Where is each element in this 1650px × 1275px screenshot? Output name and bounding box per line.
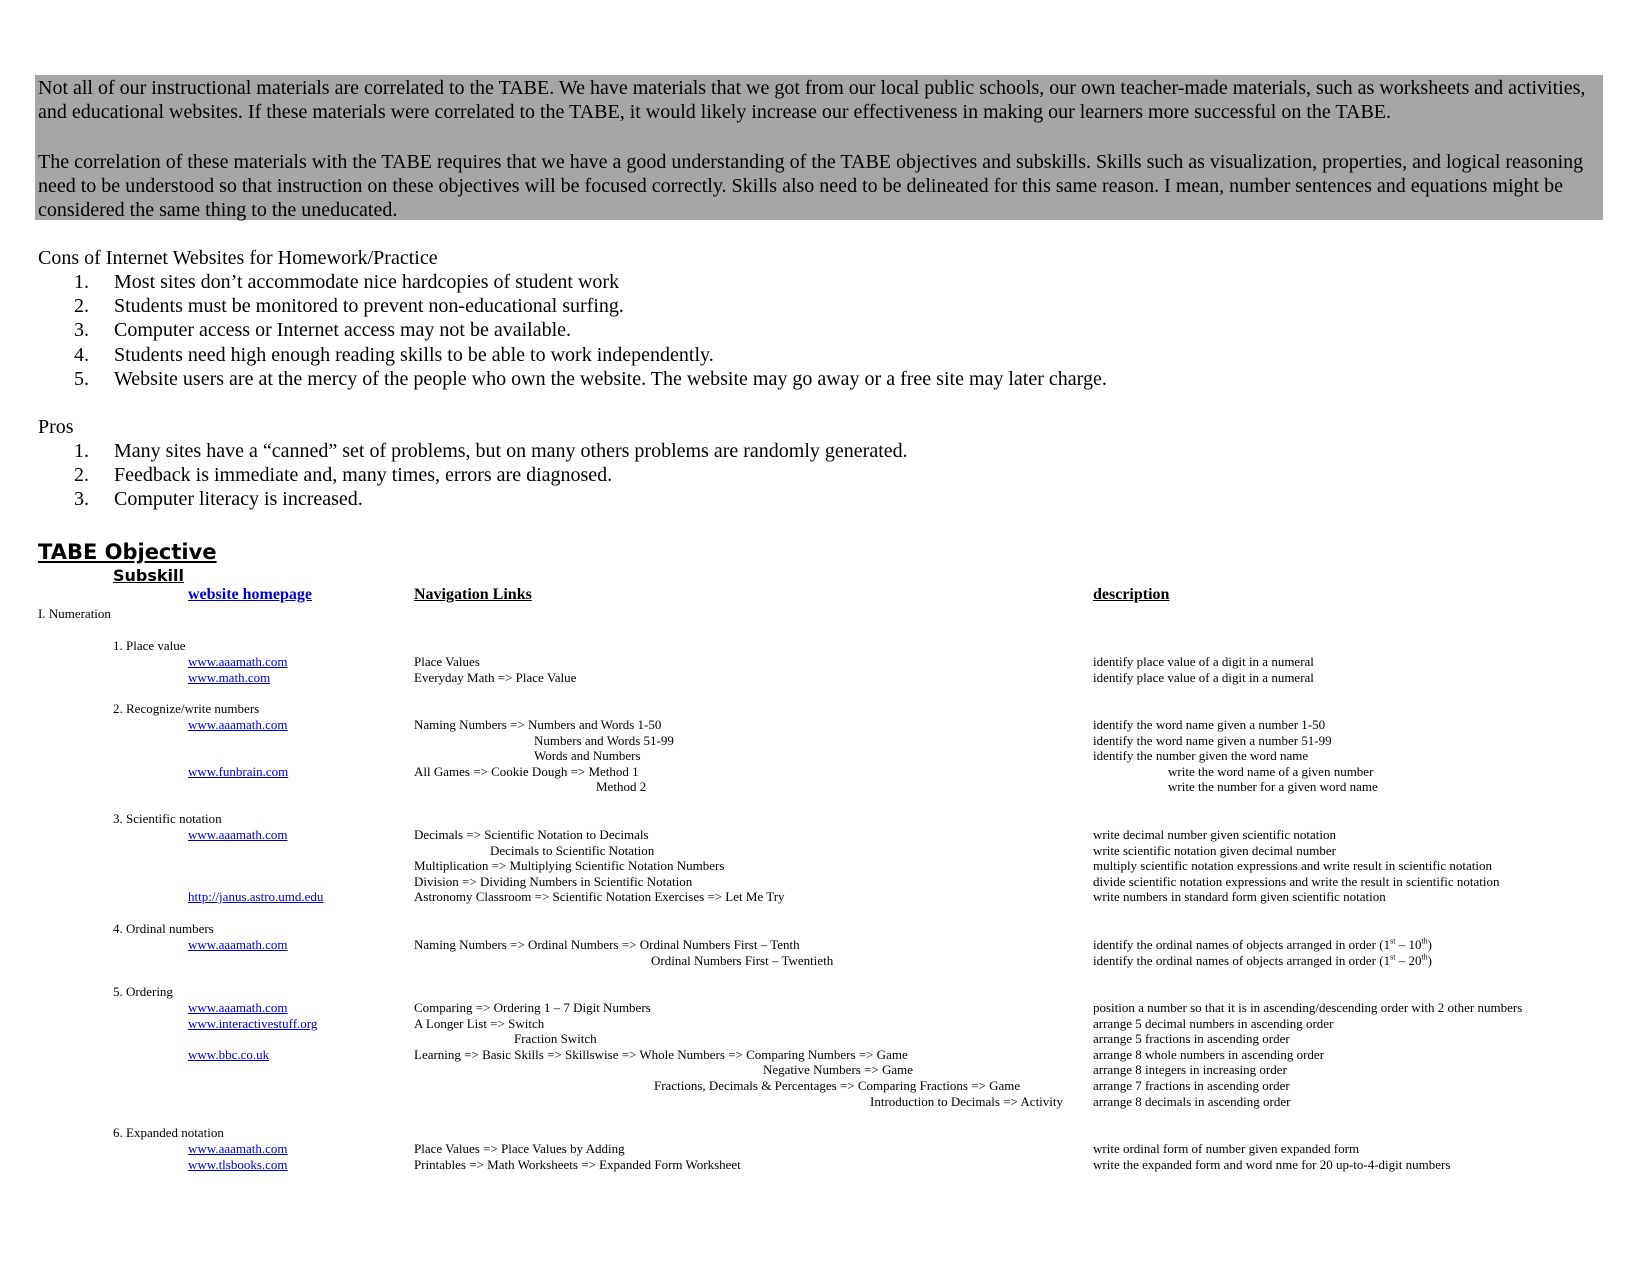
nav-link-text: Naming Numbers => Numbers and Words 1-50 bbox=[414, 717, 662, 732]
subskill-title: 6. Expanded notation bbox=[113, 1125, 224, 1140]
description-text: identify the word name given a number 51-99 bbox=[1093, 733, 1332, 748]
description-text: write ordinal form of number given expanded form bbox=[1093, 1141, 1360, 1156]
list-item: 3. Computer literacy is increased. bbox=[74, 488, 363, 511]
nav-link-text: Everyday Math => Place Value bbox=[414, 670, 577, 685]
description-text: identify place value of a digit in a numeral bbox=[1093, 670, 1314, 685]
nav-link-text: Place Values bbox=[414, 654, 480, 669]
nav-link-text: Fraction Switch bbox=[514, 1031, 597, 1046]
description-text: arrange 5 decimal numbers in ascending order bbox=[1093, 1016, 1334, 1031]
description-text: identify the ordinal names of objects arranged in order (1st – 20th) bbox=[1093, 952, 1433, 968]
list-item: 4. Students need high enough reading skills to be able to work independently. bbox=[74, 343, 714, 366]
website-link[interactable]: www.aaamath.com bbox=[188, 654, 288, 669]
subskill-header: Subskill bbox=[113, 566, 184, 585]
nav-link-text: Numbers and Words 51-99 bbox=[534, 733, 674, 748]
intro-paragraph-1: Not all of our instructional materials are correlated to the TABE. We have materials that we got from our local public schools, our own teacher-made materials, such as worksheets and activities, and educational websites. If these materials were correlated to the TABE, it would likely increase our effectiveness in making our learners more successful on the TABE. bbox=[38, 77, 1586, 123]
website-link[interactable]: www.interactivestuff.org bbox=[188, 1016, 318, 1031]
subskill-title: 3. Scientific notation bbox=[113, 811, 222, 826]
description-text: arrange 8 decimals in ascending order bbox=[1093, 1094, 1291, 1109]
nav-link-text: A Longer List => Switch bbox=[414, 1016, 545, 1031]
pros-title: Pros bbox=[38, 416, 74, 438]
subskill-title: 2. Recognize/write numbers bbox=[113, 701, 260, 716]
website-link[interactable]: http://janus.astro.umd.edu bbox=[188, 889, 324, 904]
subskill-title: 5. Ordering bbox=[113, 984, 173, 999]
list-item: 3. Computer access or Internet access may not be available. bbox=[74, 319, 572, 342]
col-nav-header: Navigation Links bbox=[414, 586, 532, 603]
description-text: arrange 8 whole numbers in ascending order bbox=[1093, 1047, 1325, 1062]
website-link[interactable]: www.aaamath.com bbox=[188, 1000, 288, 1015]
description-text: arrange 7 fractions in ascending order bbox=[1093, 1078, 1290, 1093]
col-desc-header: description bbox=[1093, 586, 1170, 603]
nav-link-text: Place Values => Place Values by Adding bbox=[414, 1141, 625, 1156]
col-website-header[interactable]: website homepage bbox=[188, 586, 312, 603]
description-text: identify the word name given a number 1-50 bbox=[1093, 717, 1326, 732]
list-item: 1. Many sites have a “canned” set of problems, but on many others problems are randomly generated. bbox=[74, 440, 908, 462]
nav-link-text: Multiplication => Multiplying Scientific Notation Numbers bbox=[414, 858, 725, 873]
nav-link-text: Negative Numbers => Game bbox=[763, 1062, 914, 1077]
nav-link-text: Introduction to Decimals => Activity bbox=[870, 1094, 1064, 1109]
cons-list bbox=[38, 270, 1107, 391]
nav-link-text: Astronomy Classroom => Scientific Notation Exercises => Let Me Try bbox=[414, 889, 785, 904]
description-text: arrange 5 fractions in ascending order bbox=[1093, 1031, 1290, 1046]
subskill-title: 4. Ordinal numbers bbox=[113, 921, 214, 936]
website-link[interactable]: www.aaamath.com bbox=[188, 1141, 288, 1156]
nav-link-text: Decimals to Scientific Notation bbox=[490, 843, 655, 858]
nav-link-text: Method 2 bbox=[596, 779, 647, 794]
nav-link-text: Learning => Basic Skills => Skillswise => Whole Numbers => Comparing Numbers => Game bbox=[414, 1047, 908, 1062]
website-link[interactable]: www.tlsbooks.com bbox=[188, 1157, 288, 1172]
nav-link-text: Ordinal Numbers First – Twentieth bbox=[651, 953, 834, 968]
nav-link-text: Fractions, Decimals & Percentages => Comparing Fractions => Game bbox=[654, 1078, 1021, 1093]
section-numeration: I. Numeration bbox=[38, 606, 111, 621]
description-text: write the word name of a given number bbox=[1168, 764, 1374, 779]
nav-link-text: Printables => Math Worksheets => Expanded Form Worksheet bbox=[414, 1157, 741, 1172]
list-item: 2. Feedback is immediate and, many times, errors are diagnosed. bbox=[74, 464, 613, 487]
website-link[interactable]: www.math.com bbox=[188, 670, 271, 685]
description-text: arrange 8 integers in increasing order bbox=[1093, 1062, 1287, 1077]
nav-link-text: Division => Dividing Numbers in Scientific Notation bbox=[414, 874, 693, 889]
description-text: identify the number given the word name bbox=[1093, 748, 1309, 763]
website-link[interactable]: www.aaamath.com bbox=[188, 937, 288, 952]
nav-link-text: Decimals => Scientific Notation to Decimals bbox=[414, 827, 649, 842]
subskill-title: 1. Place value bbox=[113, 638, 186, 653]
website-link[interactable]: www.bbc.co.uk bbox=[188, 1047, 270, 1062]
description-text: divide scientific notation expressions and write the result in scientific notation bbox=[1093, 874, 1500, 889]
description-text: identify place value of a digit in a numeral bbox=[1093, 654, 1314, 669]
list-item: 1. Most sites don’t accommodate nice hardcopies of student work bbox=[74, 271, 620, 293]
description-text: multiply scientific notation expressions and write result in scientific notation bbox=[1093, 858, 1492, 873]
tabe-objective-header: TABE Objective bbox=[38, 540, 217, 564]
nav-link-text: All Games => Cookie Dough => Method 1 bbox=[414, 764, 639, 779]
description-text: identify the ordinal names of objects arranged in order (1st – 10th) bbox=[1093, 936, 1433, 952]
nav-link-text: Words and Numbers bbox=[534, 748, 641, 763]
website-link[interactable]: www.aaamath.com bbox=[188, 717, 288, 732]
nav-link-text: Naming Numbers => Ordinal Numbers => Ordinal Numbers First – Tenth bbox=[414, 937, 800, 952]
website-link[interactable]: www.aaamath.com bbox=[188, 827, 288, 842]
nav-link-text: Comparing => Ordering 1 – 7 Digit Numbers bbox=[414, 1000, 651, 1015]
list-item: 5. Website users are at the mercy of the people who own the website. The website may go away or a free site may later charge. bbox=[74, 367, 1107, 390]
description-text: write the number for a given word name bbox=[1168, 779, 1378, 794]
list-item: 2. Students must be monitored to prevent non-educational surfing. bbox=[74, 295, 624, 318]
description-text: write numbers in standard form given scientific notation bbox=[1093, 889, 1386, 904]
intro-paragraph-2: The correlation of these materials with the TABE requires that we have a good understanding of the TABE objectives and subskills. Skills such as visualization, properties, and logical reasoning need to be understood so that instruction on these objectives will be focused correctly. Skills also need to be delineated for this same reason. I mean, number sentences and equations might be considered the same thing to the uneducated. bbox=[38, 151, 1584, 221]
description-text: write scientific notation given decimal number bbox=[1093, 843, 1336, 858]
description-text: write decimal number given scientific notation bbox=[1093, 827, 1336, 842]
description-text: position a number so that it is in ascending/descending order with 2 other numbers bbox=[1093, 1000, 1523, 1015]
cons-title: Cons of Internet Websites for Homework/Practice bbox=[38, 247, 438, 269]
pros-list bbox=[38, 439, 908, 512]
website-link[interactable]: www.funbrain.com bbox=[188, 764, 289, 779]
description-text: write the expanded form and word nme for 20 up-to-4-digit numbers bbox=[1093, 1157, 1451, 1172]
